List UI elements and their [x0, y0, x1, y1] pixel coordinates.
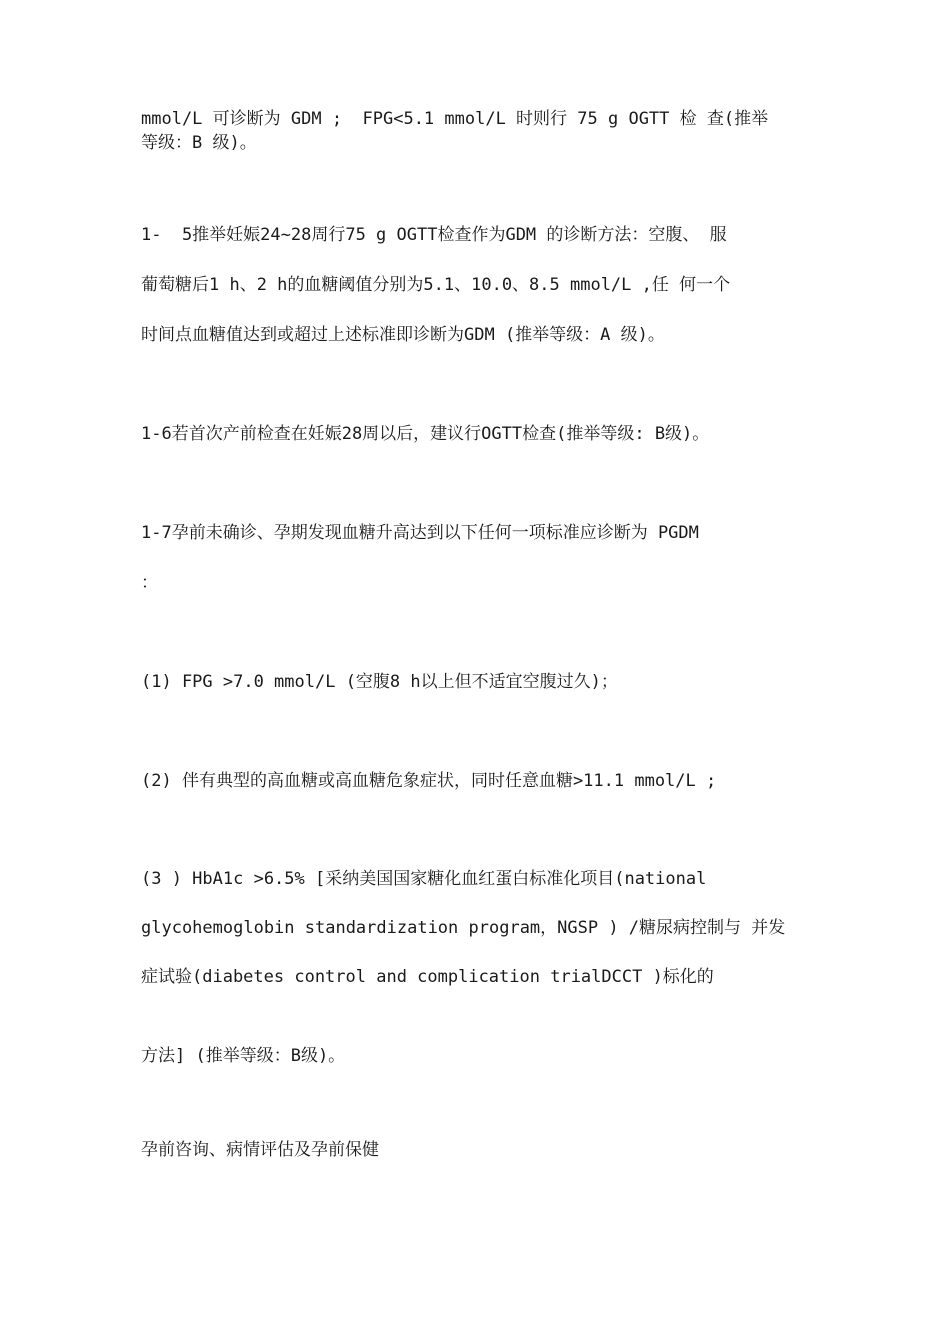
text-line: 症试验(diabetes control and complication trialDCCT )标化的: [141, 967, 714, 987]
text-line: mmol/L 可诊断为 GDM ; FPG<5.1 mmol/L 时则行 75 g OGTT 检 查(推举: [141, 109, 769, 129]
text-line: ：: [141, 573, 158, 593]
text-line: 方法] (推举等级：B级)。: [141, 1046, 346, 1066]
text-line: 1-6若首次产前检查在妊娠28周以后，建议行OGTT检查(推举等级: B级)。: [141, 424, 710, 444]
text-line: 1-7孕前未确诊、孕期发现血糖升高达到以下任何一项标准应诊断为 PGDM: [141, 523, 699, 543]
text-line: 葡萄糖后1 h、2 h的血糖阈值分别为5.1、10.0、8.5 mmol/L ,任 何一个: [141, 275, 731, 295]
list-item: (2) 伴有典型的高血糖或高血糖危象症状，同时任意血糖>11.1 mmol/L ;: [141, 771, 717, 791]
list-item: (3 ) HbA1c >6.5% [采纳美国国家糖化血红蛋白标准化项目(national: [141, 869, 707, 889]
section-heading: 孕前咨询、病情评估及孕前保健: [141, 1140, 379, 1160]
list-item: (1) FPG >7.0 mmol/L (空腹8 h以上但不适宜空腹过久)；: [141, 672, 618, 692]
text-line: 等级：B 级)。: [141, 133, 257, 153]
text-line: glycohemoglobin standardization program，NGSP ) /糖尿病控制与 并发: [141, 918, 786, 938]
text-line: 时间点血糖值达到或超过上述标准即诊断为GDM (推举等级：A 级)。: [141, 325, 665, 345]
text-line: 1- 5推举妊娠24~28周行75 g OGTT检查作为GDM 的诊断方法：空腹、 服: [141, 225, 727, 245]
